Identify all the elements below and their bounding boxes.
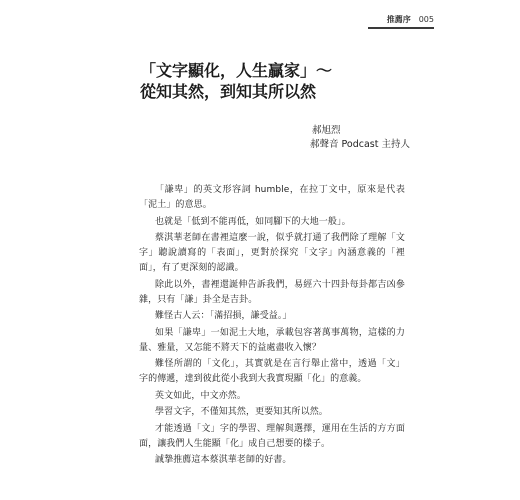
paragraph: 誠摯推薦這本蔡淇華老師的好書。	[155, 455, 292, 465]
page-number: 005	[418, 15, 434, 24]
paragraph: 才能透過「文」字的學習、理解與選擇，運用在生活的方方面面，讓我們人生能顯「化」成自己想要的樣子。	[139, 423, 405, 449]
running-header	[387, 14, 434, 25]
paragraph: 蔡淇華老師在書裡這麼一說，似乎就打通了我們除了理解「文字」聽說讀寫的「表面」，更對於探究「文字」內涵意義的「裡面」，有了更深刻的認識。	[139, 233, 405, 273]
essay-body	[139, 183, 405, 470]
paragraph: 學習文字，不僅知其然，更要知其所以然。	[155, 407, 328, 417]
paragraph: 也就是「低到不能再低，如同腳下的大地一般」。	[155, 216, 351, 227]
essay-title	[140, 60, 332, 102]
paragraph: 難怪古人云：「滿招損，謙受益。」	[155, 311, 292, 321]
title-line-1: 「文字顯化，人生贏家」～	[140, 61, 333, 80]
paragraph: 難怪所謂的「文化」，其實就是在言行舉止當中，透過「文」字的傳遞，達到彼此從小我到大我實現顯「化」的意義。	[139, 359, 405, 384]
section-label: 推薦序	[386, 15, 411, 24]
title-line-2: 從知其然，到知其所以然	[140, 82, 317, 101]
header-rule	[368, 27, 434, 29]
author-block	[310, 124, 410, 152]
author-role: 郝聲音 Podcast 主持人	[310, 139, 410, 150]
author-name: 郝旭烈	[312, 125, 341, 136]
paragraph: 如果「謙卑」一如泥土大地，承載包容著萬事萬物，這樣的力量、雅量，又怎能不將天下的益處盡收入懷？	[139, 327, 405, 353]
paragraph: 英文如此，中文亦然。	[155, 390, 247, 401]
paragraph: 「謙卑」的英文形容詞 humble，在拉丁文中，原來是代表「泥土」的意思。	[139, 185, 405, 210]
paragraph: 除此以外，書裡還誕伸告訴我們，易經六十四卦每卦都吉凶參雜，只有「謙」卦全是吉卦。	[139, 279, 405, 305]
